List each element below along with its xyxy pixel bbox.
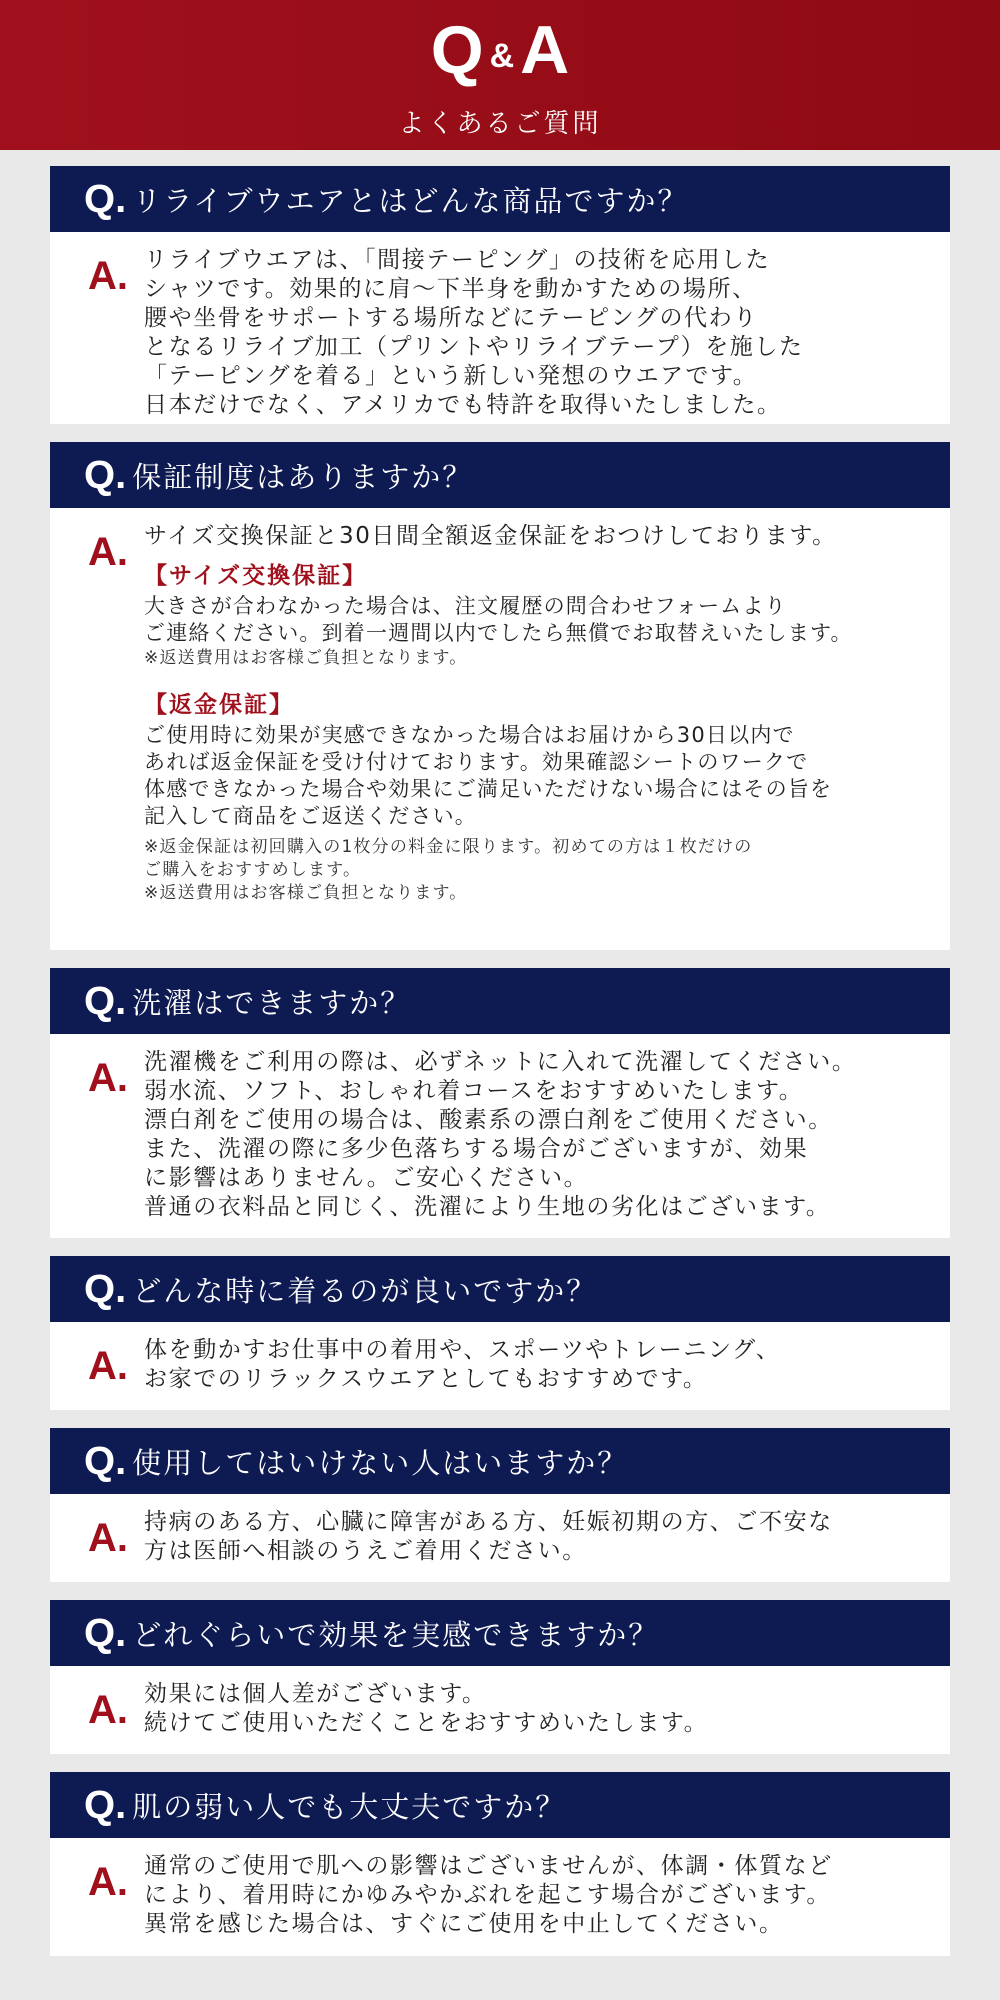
answer-body — [50, 1034, 950, 1238]
question-bar — [50, 1772, 950, 1838]
answer-text — [144, 246, 920, 418]
question-bar — [50, 442, 950, 508]
header-a-letter: A — [520, 12, 570, 88]
qa-item-when-to-wear — [50, 1256, 950, 1410]
answer-mark: A. — [88, 1688, 128, 1732]
answer-line: 続けてご使用いただくことをおすすめいたします。 — [144, 1710, 709, 1736]
question-bar — [50, 968, 950, 1034]
header-ampersand: & — [489, 37, 515, 75]
answer-note: ※返送費用はお客様ご負担となります。 — [144, 883, 468, 903]
answer-line: 持病のある方、心臓に障害がある方、妊娠初期の方、ご不安な — [144, 1509, 833, 1535]
answer-text — [144, 522, 920, 934]
question-mark: Q. — [84, 978, 127, 1023]
qa-item-product — [50, 166, 950, 424]
question-mark: Q. — [84, 452, 127, 497]
question-mark: Q. — [84, 1610, 127, 1655]
answer-mark: A. — [88, 530, 128, 574]
answer-mark: A. — [88, 1516, 128, 1560]
question-text: 使用してはいけない人はいますか？ — [132, 1445, 629, 1480]
answer-body — [50, 1494, 950, 1582]
qa-item-sensitive-skin — [50, 1772, 950, 1956]
answer-line: となるリライブ加工（プリントやリライブテープ）を施した — [144, 334, 804, 360]
question-text: 肌の弱い人でも大丈夫ですか？ — [132, 1789, 567, 1824]
answer-line: あれば返金保証を受け付けております。効果確認シートのワークで — [144, 750, 809, 774]
answer-line: シャツです。効果的に肩〜下半身を動かすための場所、 — [144, 276, 757, 302]
answer-line: 体を動かすお仕事中の着用や、スポーツやトレーニング、 — [144, 1337, 781, 1363]
answer-text — [144, 1048, 920, 1222]
answer-line: 普通の衣料品と同じく、洗濯により生地の劣化はございます。 — [144, 1194, 831, 1220]
question-mark: Q. — [84, 1266, 127, 1311]
answer-body — [50, 1838, 950, 1956]
answer-line: また、洗濯の際に多少色落ちする場合がございますが、効果 — [144, 1136, 809, 1162]
answer-line: 漂白剤をご使用の場合は、酸素系の漂白剤をご使用ください。 — [144, 1107, 833, 1133]
question-mark: Q. — [84, 1782, 127, 1827]
answer-line: ご連絡ください。到着一週間以内でしたら無償でお取替えいたします。 — [144, 621, 853, 645]
qa-item-washing — [50, 968, 950, 1238]
answer-line: リライブウエアは、「間接テーピング」の技術を応用した — [144, 247, 771, 273]
question-bar — [50, 1256, 950, 1322]
answer-line: 体感できなかった場合や効果にご満足いただけない場合にはその旨を — [144, 777, 833, 801]
question-mark: Q. — [84, 176, 127, 221]
answer-line: 弱水流、ソフト、おしゃれ着コースをおすすめいたします。 — [144, 1078, 804, 1104]
answer-line: お家でのリラックスウエアとしてもおすすめです。 — [144, 1366, 708, 1392]
answer-line: に影響はありません。ご安心ください。 — [144, 1165, 589, 1191]
answer-line: 異常を感じた場合は、すぐにご使用を中止してください。 — [144, 1911, 784, 1937]
answer-note: ※返送費用はお客様ご負担となります。 — [144, 648, 468, 668]
answer-line: 洗濯機をご利用の際は、必ずネットに入れて洗濯してください。 — [144, 1049, 857, 1075]
qa-item-effect-timing — [50, 1600, 950, 1754]
question-bar — [50, 1428, 950, 1494]
answer-body — [50, 508, 950, 950]
answer-text — [144, 1508, 920, 1566]
size-exchange-heading: 【サイズ交換保証】 — [144, 563, 368, 589]
question-text: どれぐらいで効果を実感できますか？ — [132, 1617, 660, 1652]
answer-line: 日本だけでなく、アメリカでも特許を取得いたしました。 — [144, 392, 782, 418]
answer-text — [144, 1852, 920, 1940]
answer-note: ※返金保証は初回購入の1枚分の料金に限ります。初めての方は１枚だけの — [144, 837, 753, 857]
answer-body — [50, 1322, 950, 1410]
refund-heading: 【返金保証】 — [144, 692, 294, 718]
answer-line: 記入して商品をご返送ください。 — [144, 804, 477, 828]
question-bar — [50, 1600, 950, 1666]
answer-intro: サイズ交換保証と30日間全額返金保証をおつけしております。 — [144, 523, 837, 549]
page-header — [0, 0, 1000, 150]
question-mark: Q. — [84, 1438, 127, 1483]
header-q-letter: Q — [430, 12, 484, 88]
answer-text — [144, 1680, 920, 1738]
header-title — [0, 0, 1000, 105]
question-text: 保証制度はありますか？ — [132, 459, 474, 494]
answer-mark: A. — [88, 1860, 128, 1904]
question-text: どんな時に着るのが良いですか？ — [132, 1273, 598, 1308]
answer-line: 大きさが合わなかった場合は、注文履歴の問合わせフォームより — [144, 594, 787, 618]
answer-mark: A. — [88, 1056, 128, 1100]
qa-item-guarantee — [50, 442, 950, 950]
answer-line: 「テーピングを着る」という新しい発想のウエアです。 — [144, 363, 758, 389]
question-text: 洗濯はできますか？ — [132, 985, 412, 1020]
answer-line: ご使用時に効果が実感できなかった場合はお届けから30日以内で — [144, 723, 795, 747]
answer-line: により、着用時にかゆみやかぶれを起こす場合がございます。 — [144, 1882, 831, 1908]
answer-mark: A. — [88, 254, 128, 298]
answer-line: 方は医師へ相談のうえご着用ください。 — [144, 1538, 587, 1564]
question-bar — [50, 166, 950, 232]
question-text: リライブウエアとはどんな商品ですか？ — [132, 183, 689, 218]
qa-item-who-should-not — [50, 1428, 950, 1582]
answer-line: 腰や坐骨をサポートする場所などにテーピングの代わり — [144, 305, 758, 331]
answer-line: 通常のご使用で肌への影響はございませんが、体調・体質など — [144, 1853, 833, 1879]
header-subtitle: よくあるご質問 — [398, 109, 602, 139]
answer-text — [144, 1336, 920, 1394]
answer-body — [50, 1666, 950, 1754]
answer-line: 効果には個人差がございます。 — [144, 1681, 487, 1707]
answer-body — [50, 232, 950, 424]
answer-note: ご購入をおすすめします。 — [144, 860, 362, 880]
answer-mark: A. — [88, 1344, 128, 1388]
